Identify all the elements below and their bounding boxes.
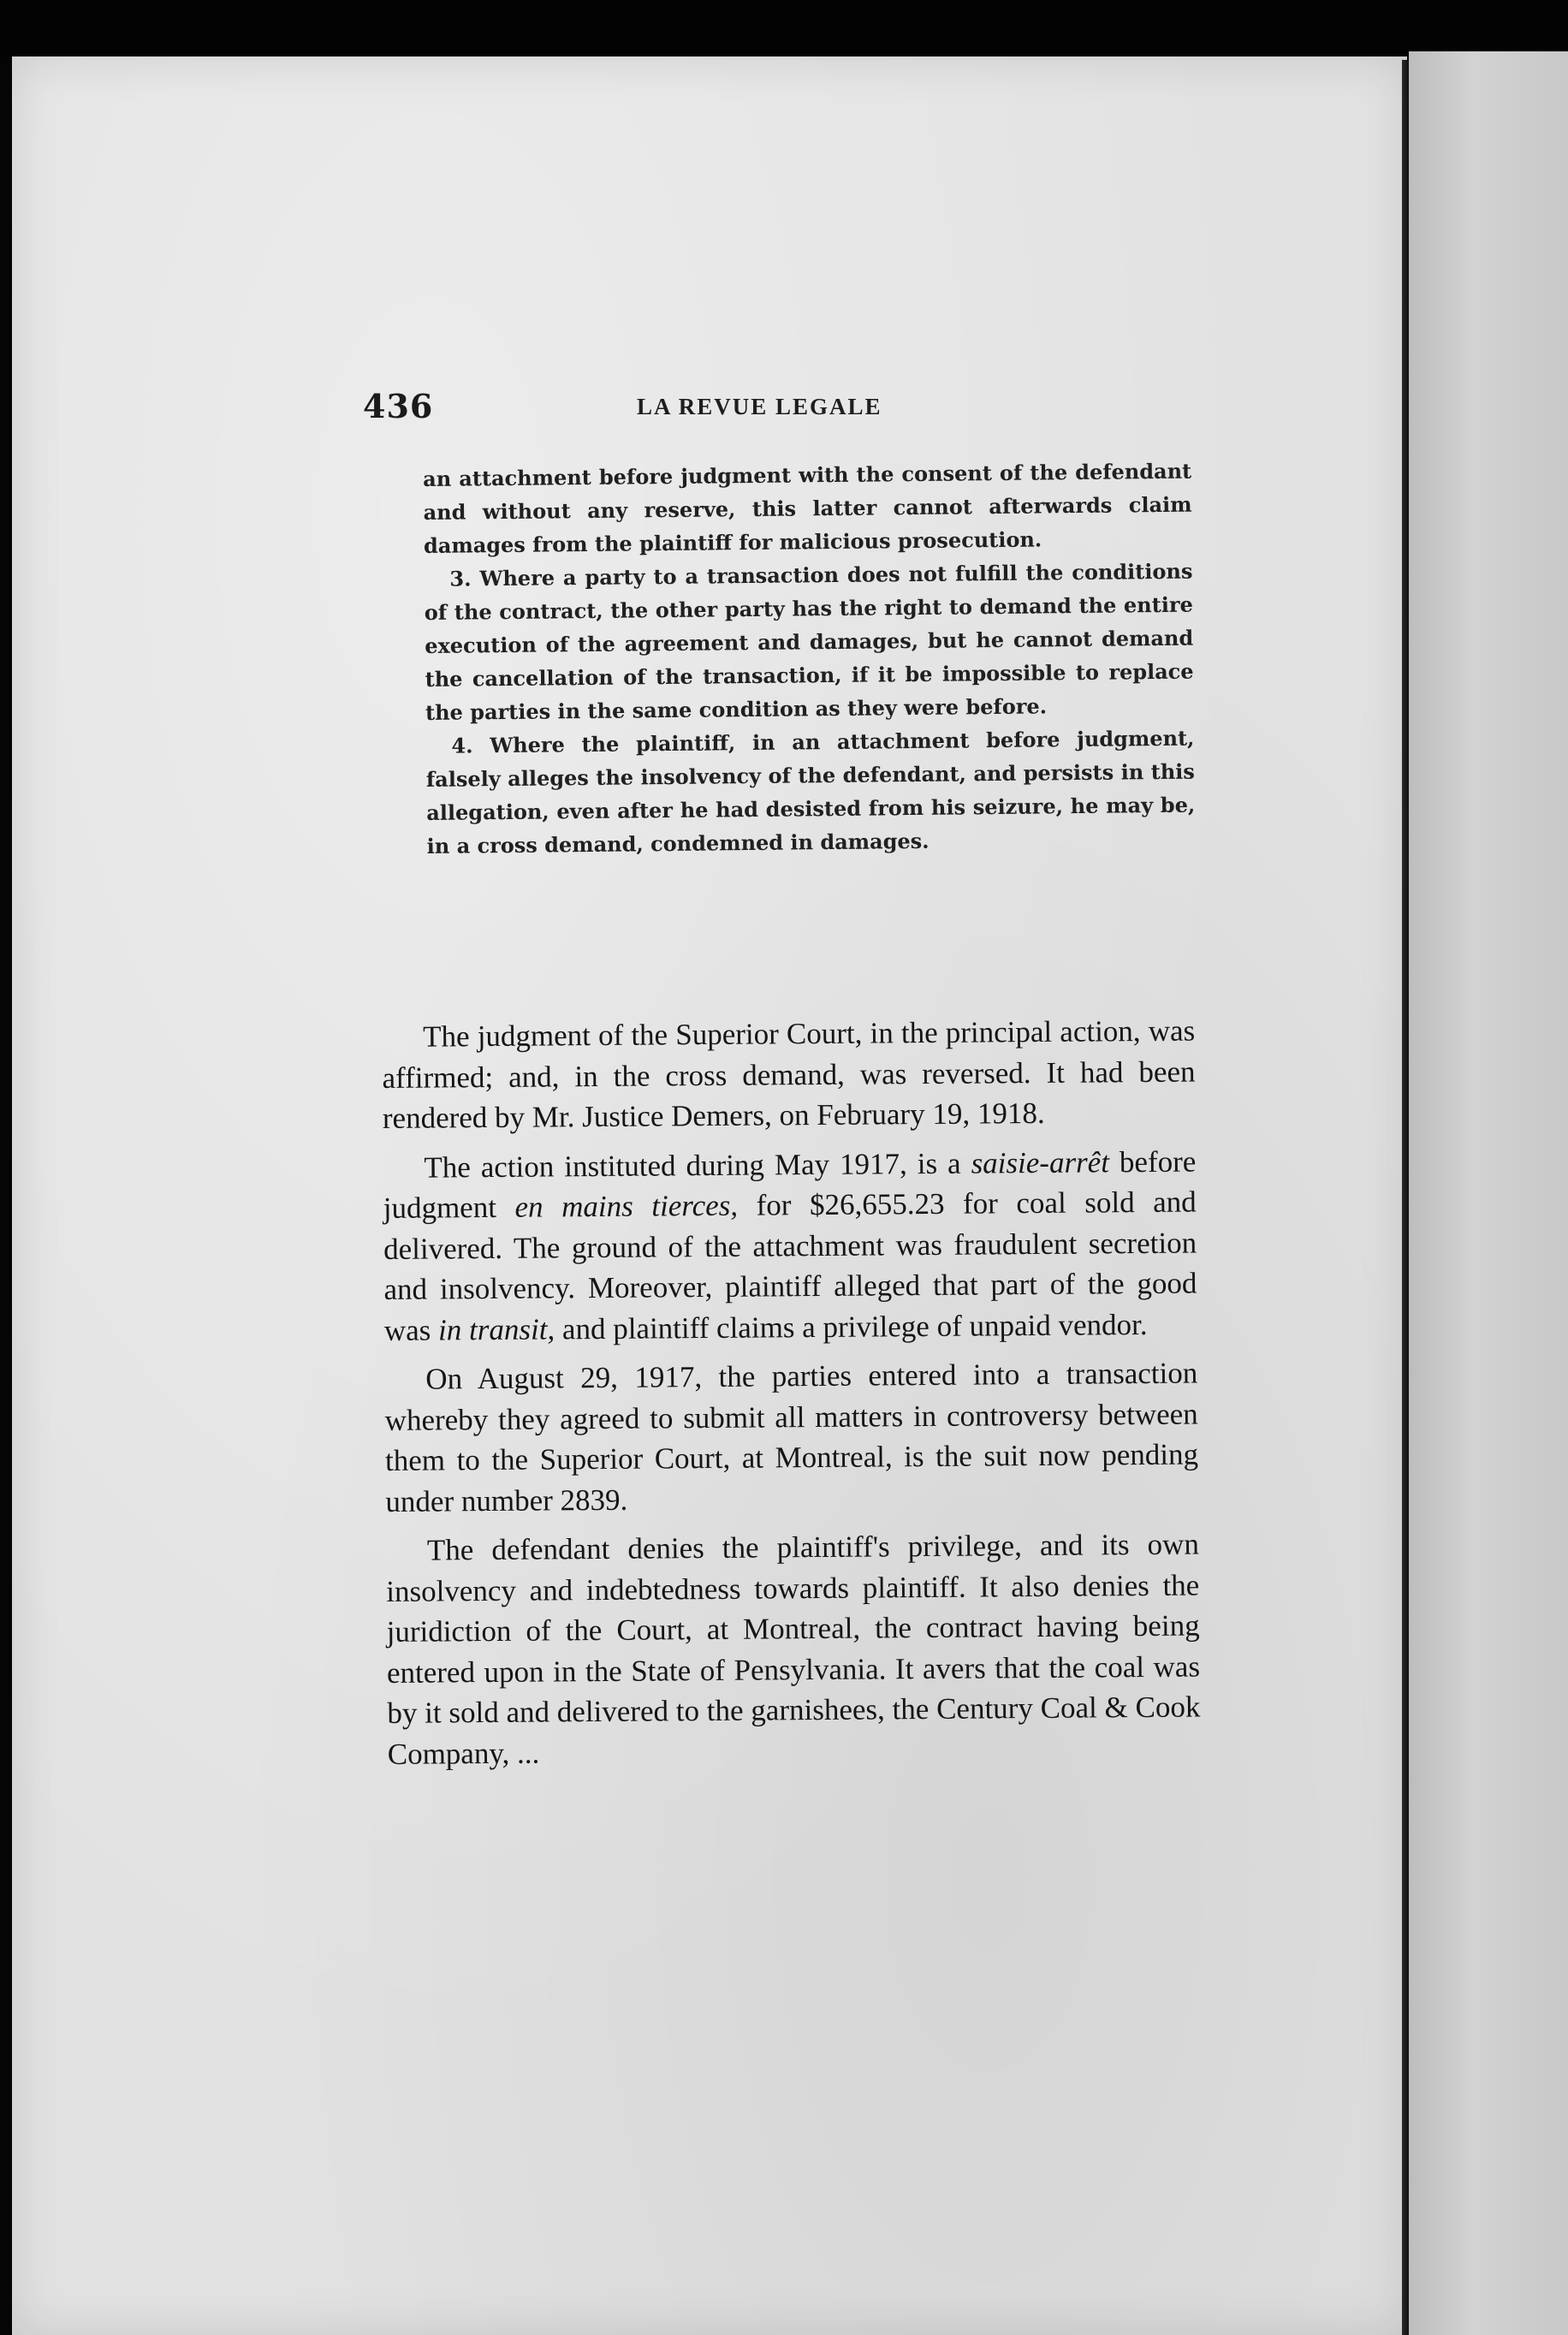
body-text <box>382 1011 1201 1783</box>
italic-term: saisie-arrêt <box>971 1144 1110 1180</box>
adjacent-page-edge <box>1409 51 1568 2335</box>
paragraph-defence: The defendant denies the plaintiff's privilege, and its own insolvency and indebtedness towards plaintiff. It also denies the juridiction of the Court, at Montreal, the contract having being entered upon in the State of Pensylvania. It avers that the coal was by it sold and delivered to the garnishees, the Century Coal & Cook Company, ... <box>386 1527 1201 1771</box>
headnote-3: 3. Where a party to a transaction does not fulfill the conditions of the contract, the other party has the right to demand the entire execution of the agreement and damages, but he cannot demand the cancellation of the transaction, if it be impossible to replace the parties in the same condition as they were before. <box>424 558 1194 725</box>
scan-top-border <box>0 0 1568 56</box>
journal-title: LA REVUE LEGALE <box>637 394 882 419</box>
page-gutter-shadow <box>1402 60 1409 2335</box>
headnotes <box>423 455 1196 863</box>
text-run: The action instituted during May 1917, is a <box>424 1146 971 1185</box>
italic-term: in transit, <box>437 1311 555 1346</box>
text-run: before judgment <box>383 1144 1197 1225</box>
page-number: 436 <box>363 387 434 425</box>
running-head <box>363 387 1193 447</box>
headnote-continuation: an attachment before judgment with the consent of the defendant and without any reserve, this latter cannot afterwards claim damages from the plaintiff for malicious prosecution. <box>423 458 1192 558</box>
headnote-4: 4. Where the plaintiff, in an attachment before judgment, falsely alleges the insolvency of the defendant, and persists in this allegation, even after he had desisted from his seizure, he may be, in a cross demand, condemned in damages. <box>425 725 1196 859</box>
italic-term: en mains tierces, <box>514 1188 739 1224</box>
paragraph-action <box>383 1141 1197 1351</box>
paragraph-judgment: The judgment of the Superior Court, in the principal action, was affirmed; and, in the cross demand, was reversed. It had been rendered by Mr. Justice Demers, on February 19, 1918. <box>382 1013 1196 1135</box>
paragraph-transaction: On August 29, 1917, the parties entered into a transaction whereby they agreed to submit all matters in controversy between them to the Superior Court, at Montreal, is the suit now pending under number 2839. <box>384 1356 1199 1518</box>
text-run: for $26,655.23 for coal sold and delivered. The ground of the attachment was fraudulent secretion and insolvency. Moreover, plaintiff alleged that part of the good was <box>383 1185 1197 1347</box>
text-run: and plaintiff claims a privilege of unpaid vendor. <box>555 1307 1148 1346</box>
